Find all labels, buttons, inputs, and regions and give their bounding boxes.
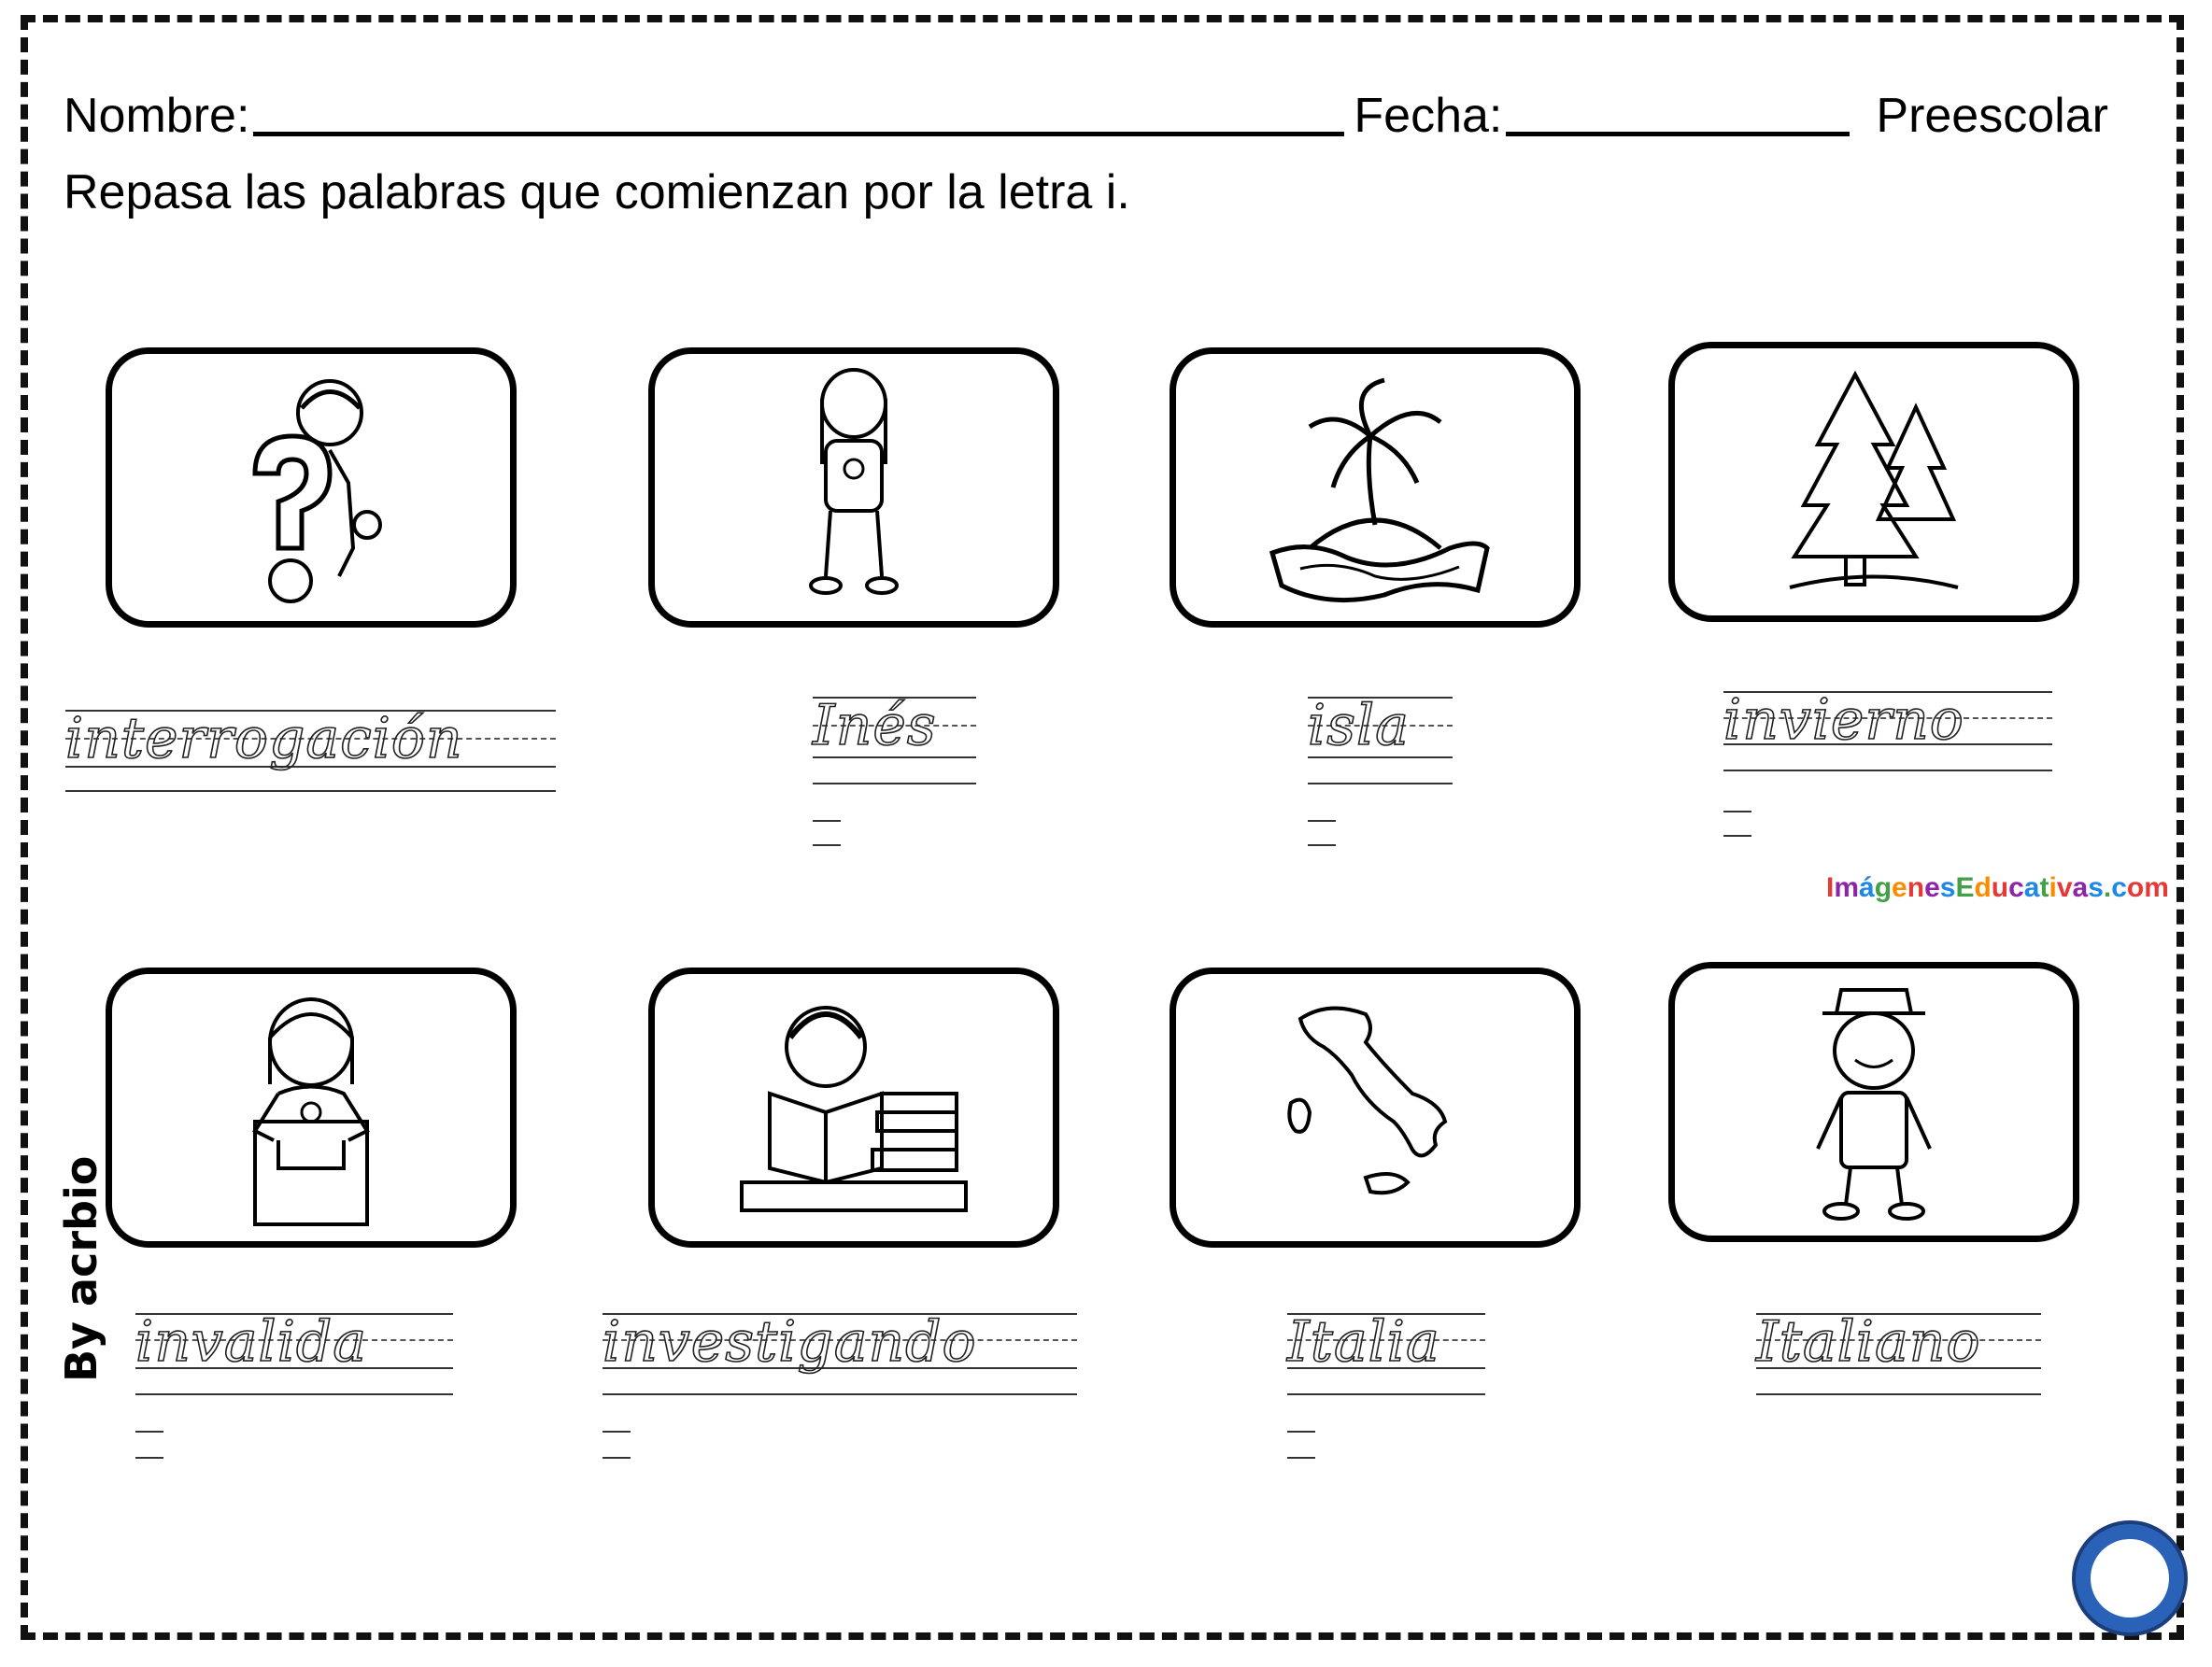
- trace-word-text: invalida: [135, 1309, 368, 1375]
- trace-word-text: isla: [1308, 693, 1410, 758]
- italy-map-icon: [1254, 982, 1496, 1234]
- brand-letter: t: [2039, 872, 2049, 903]
- brand-letter: á: [1859, 872, 1875, 903]
- trace-guide-mark: [1287, 1457, 1315, 1459]
- child-wheelchair-icon: [190, 982, 432, 1234]
- italian-boy-icon: [1752, 976, 1995, 1228]
- trace-guide-mark: [1723, 835, 1751, 837]
- brand-letter: e: [1924, 872, 1940, 903]
- picture-card-investigando: [648, 968, 1059, 1248]
- brand-letter: I: [1826, 872, 1835, 903]
- trace-guide-mark: [1723, 811, 1751, 812]
- trace-guide-mark: [1287, 1431, 1315, 1433]
- picture-card-invalida: [106, 968, 517, 1248]
- child-reading-books-icon: [732, 982, 975, 1234]
- brand-letter: i: [2049, 872, 2057, 903]
- brand-letter: m: [1834, 872, 1860, 903]
- picture-card-ines: [648, 347, 1059, 628]
- brand-letter: o: [2126, 872, 2145, 903]
- trace-guide-mark: [603, 1457, 631, 1459]
- trace-word-ines[interactable]: [813, 693, 976, 786]
- trace-word-isla[interactable]: [1308, 693, 1453, 786]
- picture-card-italiano: [1668, 962, 2079, 1242]
- trace-word-text: interrogación: [65, 706, 463, 771]
- brand-letter: u: [1991, 872, 2009, 903]
- picture-card-interrogacion: [106, 347, 517, 628]
- brand-letter: .: [2103, 872, 2112, 903]
- brand-letter: a: [2023, 872, 2040, 903]
- date-blank-line[interactable]: [1506, 83, 1850, 136]
- brand-watermark: [1826, 872, 2169, 904]
- picture-card-isla: [1170, 347, 1581, 628]
- picture-card-invierno: [1668, 342, 2079, 622]
- trace-word-investigando[interactable]: [603, 1309, 1077, 1395]
- trace-guide-mark: [603, 1431, 631, 1433]
- trace-word-text: Italia: [1287, 1309, 1440, 1375]
- name-blank-line[interactable]: [253, 83, 1344, 136]
- instruction-text: Repasa las palabras que comienzan por la letra i.: [64, 165, 1130, 219]
- trace-guide-mark: [813, 820, 841, 822]
- brand-letter: s: [1939, 872, 1956, 903]
- brand-letter: a: [2072, 872, 2089, 903]
- seal-inner-circle: [2091, 1539, 2169, 1618]
- snowy-trees-icon: [1752, 356, 1995, 608]
- author-credit: By acrbio: [56, 1155, 106, 1382]
- brand-letter: d: [1974, 872, 1992, 903]
- imageneseducativas-seal-icon: [2072, 1520, 2188, 1636]
- trace-word-italia[interactable]: [1287, 1309, 1485, 1395]
- trace-word-invierno[interactable]: [1723, 689, 2052, 773]
- brand-letter: e: [1892, 872, 1907, 903]
- trace-guide-mark: [135, 1457, 163, 1459]
- trace-word-text: Inés: [813, 693, 937, 758]
- trace-word-invalida[interactable]: [135, 1309, 453, 1395]
- brand-letter: m: [2144, 872, 2169, 903]
- trace-word-text: invierno: [1723, 687, 1964, 753]
- brand-letter: n: [1907, 872, 1925, 903]
- picture-card-italia: [1170, 968, 1581, 1248]
- trace-word-text: Italiano: [1756, 1309, 1981, 1375]
- brand-letter: E: [1955, 872, 1975, 903]
- brand-letter: v: [2056, 872, 2073, 903]
- brand-letter: s: [2088, 872, 2104, 903]
- trace-guide-mark: [1308, 844, 1336, 846]
- island-palm-tree-icon: [1254, 361, 1496, 614]
- trace-guide-mark: [135, 1431, 163, 1433]
- worksheet-header: [64, 75, 2147, 143]
- grade-label: Preescolar: [1876, 89, 2108, 143]
- girl-ines-icon: [732, 361, 975, 614]
- trace-word-interrogacion[interactable]: [65, 700, 556, 794]
- name-label: Nombre:: [64, 89, 250, 143]
- trace-word-italiano[interactable]: [1756, 1309, 2041, 1395]
- trace-guide-mark: [813, 844, 841, 846]
- brand-letter: c: [2008, 872, 2024, 903]
- child-question-mark-icon: [190, 361, 432, 614]
- brand-letter: g: [1874, 872, 1893, 903]
- dashed-page-border: [21, 15, 2184, 1640]
- brand-letter: c: [2111, 872, 2127, 903]
- trace-word-text: investigando: [603, 1309, 977, 1375]
- date-label: Fecha:: [1354, 89, 1503, 143]
- trace-guide-mark: [1308, 820, 1336, 822]
